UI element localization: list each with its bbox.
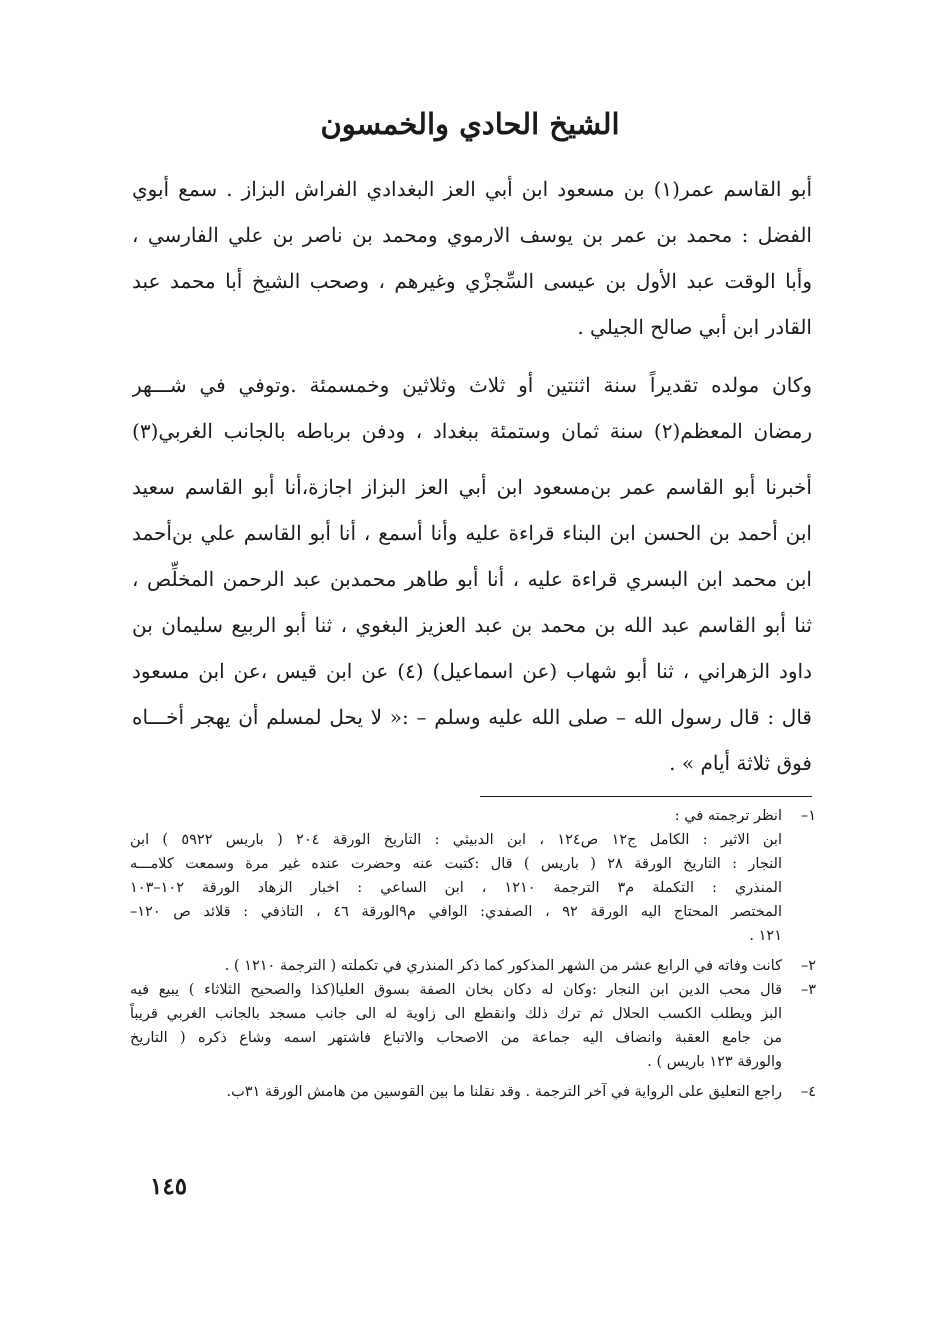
- text-line: ثنا أبو القاسم عبد الله بن محمد بن عبد العزيز البغوي ، ثنا أبو الربيع سليمان بن: [132, 613, 812, 637]
- footnote-body: [130, 954, 782, 978]
- text-line: القادر ابن أبي صالح الجيلي .: [577, 315, 812, 339]
- footnote-line: النجار : التاريخ الورقة ٢٨ ( باريس ) قال :كتبت عنه وحضرت عنده غير مرة وسمعت كلامـــه: [130, 856, 782, 872]
- footnote-line: انظر ترجمته في :: [674, 808, 782, 824]
- main-text: [132, 166, 812, 786]
- footnote-divider: [480, 796, 812, 797]
- footnote-body: [130, 978, 782, 1074]
- text-line: ابن أحمد بن الحسن ابن البناء قراءة عليه وأنا أسمع ، أنا أبو القاسم علي بن‌أحمد: [132, 521, 812, 545]
- footnote-line: من جامع العقبة وانضاف اليه جماعة من الاصحاب والاتباع فاشتهر اسمه وشاع ذكره ( التاريخ: [130, 1030, 782, 1046]
- footnote-line: راجع التعليق على الرواية في آخر الترجمة . وقد نقلنا ما بين القوسين من هامش الورقة ٣١ب.: [226, 1084, 782, 1100]
- text-line: الفضل : محمد بن عمر بن يوسف الارموي ومحمد بن ناصر بن علي الفارسي ،: [132, 223, 812, 247]
- footnote-body: [130, 804, 782, 948]
- footnote-line: ١٢١ .: [749, 928, 782, 944]
- footnote-number: ٤–: [800, 1084, 816, 1100]
- footnote-3: [130, 978, 816, 1074]
- footnote-line: كانت وفاته في الرابع عشر من الشهر المذكور كما ذكر المنذري في تكملته ( الترجمة ١٢١٠ ) .: [224, 958, 782, 974]
- footnote-line: والورقة ١٢٣ باريس ) .: [647, 1054, 782, 1070]
- footnote-body: [130, 1080, 782, 1104]
- paragraph-gap: [132, 454, 812, 464]
- footnote-number: ٣–: [800, 982, 816, 998]
- footnote-4: [130, 1080, 816, 1104]
- text-line: قال : قال رسول الله – صلى الله عليه وسلم – :« لا يحل لمسلم أن يهجر أخـــاه: [132, 705, 812, 729]
- page-number: ١٤٥: [150, 1173, 188, 1200]
- text-line: وأبا الوقت عبد الأول بن عيسى السِّجزْي وغيرهم ، وصحب الشيخ أبا محمد عبد: [132, 269, 812, 293]
- footnote-2: [130, 954, 816, 978]
- paragraph-birth-death: [132, 362, 812, 454]
- text-line: فوق ثلاثة أيام » .: [669, 751, 812, 775]
- paragraph-hadith: [132, 464, 812, 786]
- footnote-line: المنذري : التكملة م٣ الترجمة ١٢١٠ ، ابن الساعي : اخبار الزهاد الورقة ١٠٢–١٠٣: [130, 880, 782, 896]
- footnote-number: ٢–: [800, 958, 816, 974]
- text-line: أخبرنا أبو القاسم عمر بن‌مسعود ابن أبي العز البزاز اجازة،أنا أبو القاسم سعيد: [132, 475, 812, 499]
- footnote-line: المختصر المحتاج اليه الورقة ٩٢ ، الصفدي: الوافي م٩الورقة ٤٦ ، التاذفي : قلائد ص ١٢٠–: [130, 904, 782, 920]
- text-line: داود الزهراني ، ثنا أبو شهاب (عن اسماعيل) (٤) عن ابن قيس ،عن ابن مسعود: [132, 659, 812, 683]
- footnotes: [130, 804, 816, 1104]
- paragraph-gap: [132, 350, 812, 362]
- paragraph-biography: [132, 166, 812, 350]
- footnote-line: ابن الاثير : الكامل ج١٢ ص١٢٤ ، ابن الدبيثي : التاريخ الورقة ٢٠٤ ( باريس ٥٩٢٢ ) ابن: [130, 832, 782, 848]
- text-line: وكان مولده تقديراً سنة اثنتين أو ثلاث وثلاثين وخمسمئة .وتوفي في شـــهر: [132, 373, 812, 397]
- chapter-title: الشيخ الحادي والخمسون: [320, 107, 620, 141]
- footnote-number: ١–: [800, 808, 816, 824]
- text-line: أبو القاسم عمر(١) بن مسعود ابن أبي العز البغدادي الفراش البزاز . سمع أبوي: [132, 177, 812, 201]
- text-line: رمضان المعظم(٢) سنة ثمان وستمئة ببغداد ، ودفن برباطه بالجانب الغربي(٣): [132, 419, 812, 443]
- text-line: ابن محمد ابن البسري قراءة عليه ، أنا أبو طاهر محمدبن عبد الرحمن المخلِّص ،: [132, 567, 812, 591]
- footnote-line: قال محب الدين ابن النجار :وكان له دكان بخان الصفة بسوق العليا(كذا والصحيح الثلاثاء ) يبيع فيه: [130, 982, 782, 998]
- footnote-1: [130, 804, 816, 948]
- footnote-line: البز ويطلب الكسب الحلال ثم ترك ذلك وانقطع الى زاوية له الى جانب مسجد بالجانب الغربي قريباً: [130, 1006, 782, 1022]
